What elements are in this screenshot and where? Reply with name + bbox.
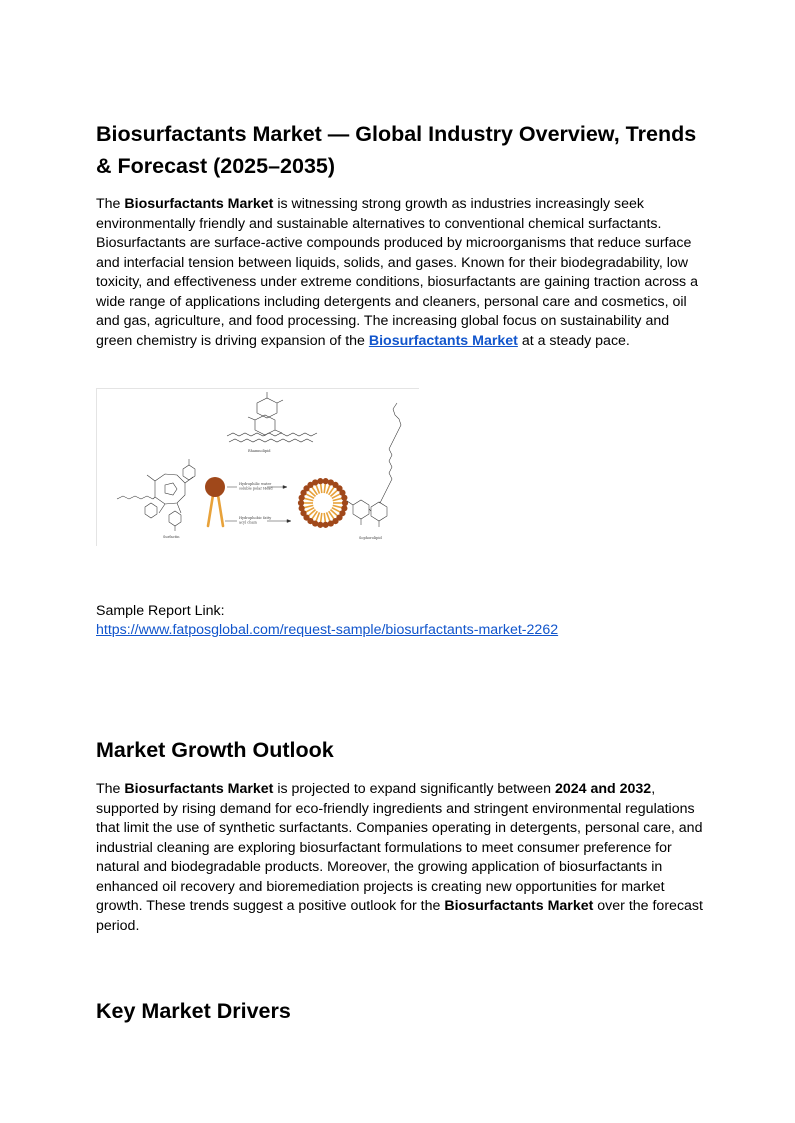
structures-illustration [97, 389, 419, 546]
surfactin-label: Surfactin [163, 535, 180, 539]
surfactant-molecule [205, 477, 225, 526]
micelle-tail [324, 483, 325, 493]
growth-paragraph [96, 780, 706, 936]
micelle-tail [321, 513, 322, 523]
section-heading-drivers: Key Market Drivers [96, 999, 291, 1023]
sophorolipid-structure [347, 403, 401, 527]
micelle-tail [304, 498, 314, 500]
bold-run: Biosurfactants Market [124, 781, 274, 797]
bold-run: Biosurfactants Market [444, 898, 594, 914]
sample-report-link[interactable]: https://www.fatposglobal.com/request-sample/biosurfactants-market-2262 [96, 622, 559, 638]
text-run: at a steady pace. [517, 332, 630, 349]
micelle-head [323, 478, 329, 484]
polar-head-label-line2: soluble polar Head [239, 486, 273, 491]
rhamnolipid-label: Rhamnolipid [248, 449, 271, 453]
micelle-head [328, 520, 334, 526]
micelle-head [298, 500, 304, 506]
micelle-head [323, 522, 329, 528]
tail-label-line2: acyl chain [239, 520, 257, 525]
micelle-head [312, 479, 318, 485]
bold-run: Biosurfactants Market [124, 196, 274, 212]
sophorolipid-label: Sophorolipid [359, 536, 382, 540]
market-link[interactable]: Biosurfactants Market [368, 332, 518, 349]
biosurfactant-structures-figure [96, 388, 419, 546]
micelle-tail [333, 498, 343, 500]
micelle-tail [321, 483, 322, 493]
text-run: is witnessing strong growth as industries increasingly seek environmentally friendly and sustainable alternatives to conventional chemical surfactants. Biosurfactants are surface-active compounds produced by microorganisms that reduce surface and interfacial tension between liquids, solids, and gases. Known for their biodegradability, low toxicity, and effectiveness under extreme conditions, biosurfactants are gaining traction across a wide range of applications including detergents and cleaners, personal care and cosmetics, oil and gas, agriculture, and food processing. The increasing global focus on sustainability and green chemistry is driving expansion of the [96, 196, 698, 349]
micelle-head [317, 478, 323, 484]
text-run: The [96, 196, 125, 212]
intro-paragraph [96, 195, 706, 351]
document-title: Biosurfactants Market — Global Industry Overview, Trends & Forecast (2025–2035) [96, 122, 697, 178]
text-run: over the forecast period. [96, 898, 703, 934]
micelle-ring [298, 478, 348, 528]
bold-run: 2024 and 2032 [554, 781, 652, 797]
micelle-tail [304, 505, 314, 507]
micelle-tail [333, 505, 343, 507]
sample-report-label: Sample Report Link: [96, 603, 225, 619]
text-run: is projected to expand significantly between [273, 781, 555, 797]
tail-label-line1: Hydrophobic fatty [239, 516, 272, 520]
micelle-tail [324, 513, 325, 523]
surfactin-structure [117, 459, 195, 531]
rhamnolipid-structure [227, 392, 317, 442]
text-run: The [96, 781, 125, 797]
text-run: , supported by rising demand for eco-friendly ingredients and stringent environmental regulations that limit the use of synthetic surfactants. Companies operating in detergents, personal care, and industrial cleaning are exploring biosurfactant formulations to meet consumer preference for natural and biodegradable products. Moreover, the growing application of biosurfactants in enhanced oil recovery and bioremediation projects is creating new opportunities for market growth. These trends suggest a positive outlook for the [96, 781, 703, 914]
micelle-head [299, 505, 305, 511]
micelle-head [317, 522, 323, 528]
polar-head-label-line1: Hydrophilic water [239, 482, 272, 486]
micelle-head [341, 495, 347, 501]
section-heading-growth: Market Growth Outlook [96, 738, 334, 762]
